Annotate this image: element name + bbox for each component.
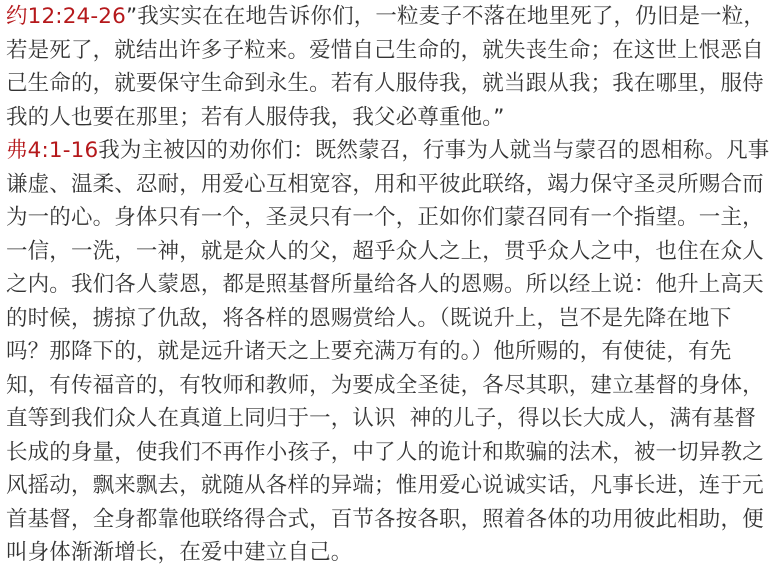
line-text: ”我实实在在地告诉你们，一粒麦子不落在地里死了，仍旧是一粒，: [125, 4, 766, 29]
text-line: 己生命的，就要保守生命到永生。若有人服侍我，就当跟从我；我在哪里，服侍: [6, 71, 764, 96]
text-line: 知，有传福音的，有牧师和教师，为要成全圣徒，各尽其职，建立基督的身体，: [6, 372, 764, 398]
text-line: 一信，一洗，一神，就是众人的父，超乎众人之上，贯乎众人之中，也住在众人: [6, 238, 764, 264]
text-line: 长成的身量，使我们不再作小孩子，中了人的诡计和欺骗的法术，被一切异教之: [6, 439, 764, 465]
text-line: 谦虚、温柔、忍耐，用爱心互相宽容，用和平彼此联络，竭力保守圣灵所赐合而: [6, 171, 764, 197]
scripture-document: [6, 0, 769, 570]
text-line: 吗？那降下的，就是远升诸天之上要充满万有的。）他所赐的，有使徒，有先: [6, 339, 732, 364]
text-line: 首基督，全身都靠他联络得合式，百节各按各职，照着各体的功用彼此相助，便: [6, 506, 764, 532]
text-line: 若是死了，就结出许多子粒来。爱惜自己生命的，就失丧生命；在这世上恨恶自: [6, 37, 764, 63]
text-line: 直等到我们众人在真道上同归于一，认识 神的儿子，得以长大成人，满有基督: [6, 406, 757, 431]
text-line: 我的人也要在那里；若有人服侍我，我父必尊重他。”: [6, 104, 505, 130]
line-text: 我为主被囚的劝你们：既然蒙召，行事为人就当与蒙召的恩相称。凡事: [98, 138, 769, 163]
verse-reference: 弗4:1-16: [6, 138, 99, 163]
text-line: 叫身体渐渐增长，在爱中建立自己。: [6, 540, 353, 565]
text-line: [6, 134, 769, 168]
verse-reference: 约12:24-26: [6, 4, 126, 29]
passage-john: [6, 0, 766, 134]
passage-ephesians: [6, 134, 769, 570]
text-line: 的时候，掳掠了仇敌，将各样的恩赐赏给人。（既说升上，岂不是先降在地下: [6, 305, 732, 331]
text-line: 之内。我们各人蒙恩，都是照基督所量给各人的恩赐。所以经上说：他升上高天: [6, 272, 764, 297]
text-line: 为一的心。身体只有一个，圣灵只有一个，正如你们蒙召同有一个指望。一主，: [6, 205, 764, 230]
text-line: [6, 0, 766, 34]
text-line: 风摇动，飘来飘去，就随从各样的异端；惟用爱心说诚实话，凡事长进，连于元: [6, 473, 764, 498]
